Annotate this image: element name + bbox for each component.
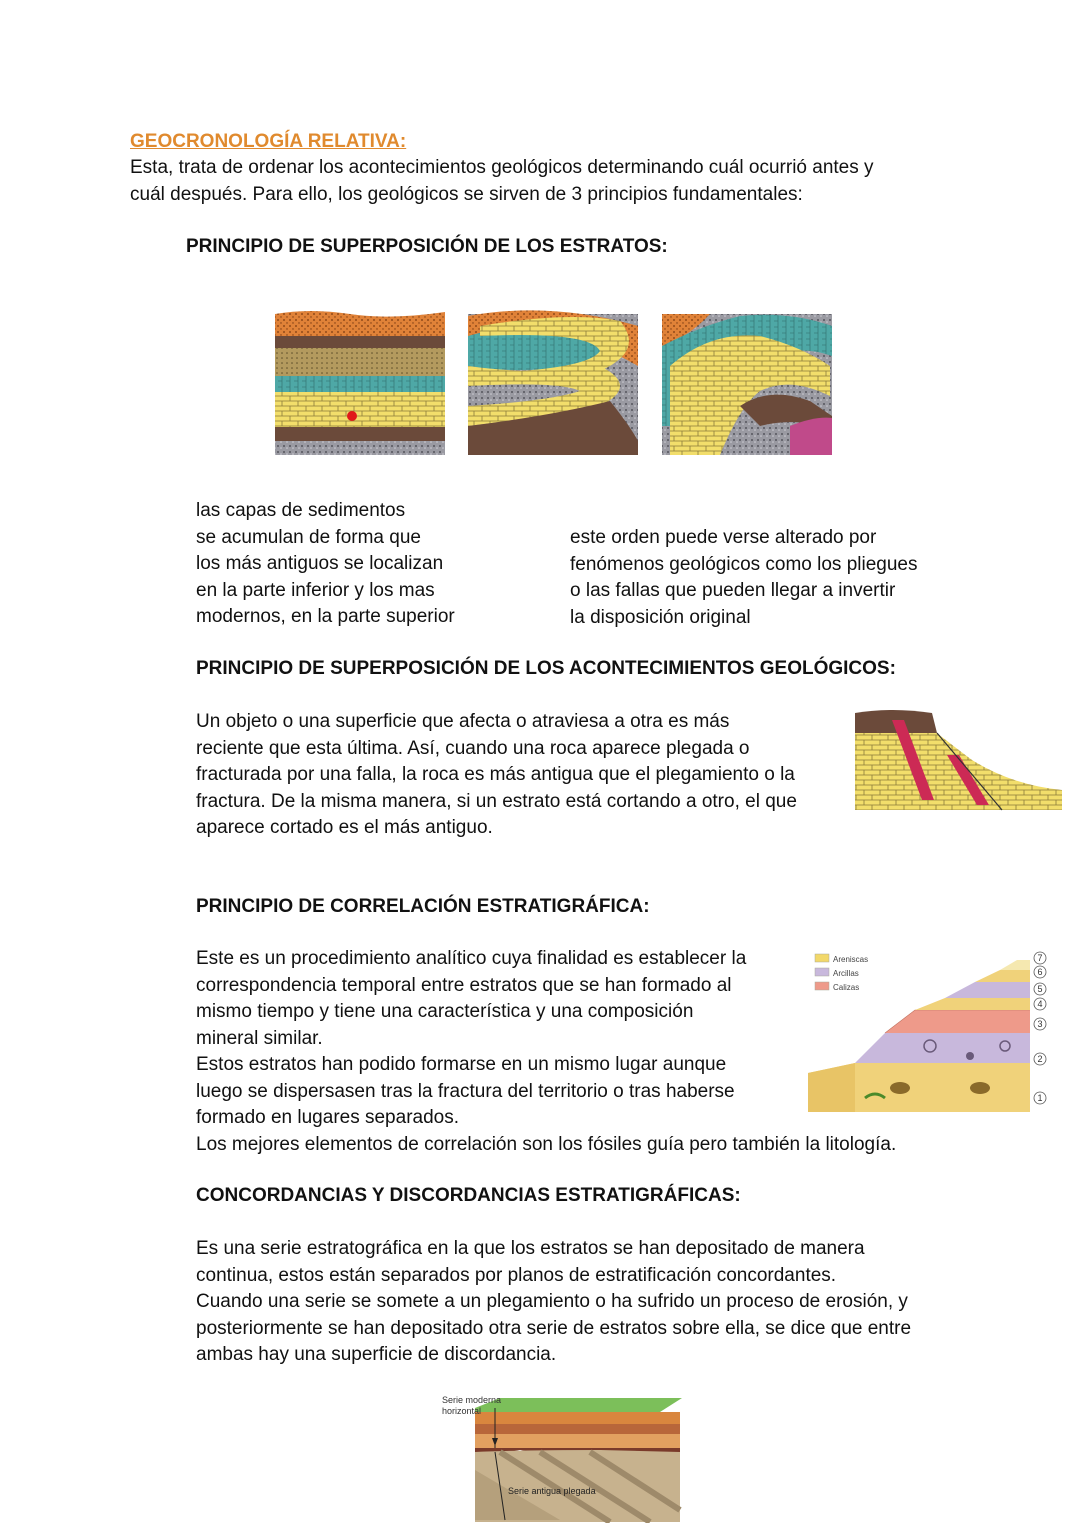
text-line: o las fallas que pueden llegar a invertir bbox=[570, 580, 896, 601]
discordance-figure bbox=[440, 1390, 685, 1523]
strata-panel-fold bbox=[468, 310, 638, 455]
layer-number: 3 bbox=[1037, 1019, 1043, 1029]
heading-correlacion: PRINCIPIO DE CORRELACIÓN ESTRATIGRÁFICA: bbox=[196, 896, 650, 917]
text-line: reciente que esta última. Así, cuando una roca aparece plegada o bbox=[196, 737, 750, 759]
text-line: aparece cortado es el más antiguo. bbox=[196, 817, 493, 838]
correlacion-paragraph bbox=[196, 946, 896, 1158]
legend-label: Areniscas bbox=[833, 955, 869, 964]
strata-panel-horizontal bbox=[275, 311, 445, 455]
layer-number: 6 bbox=[1037, 967, 1043, 977]
text-line: ambas hay una superficie de discordancia. bbox=[196, 1344, 557, 1365]
text-line: Este es un procedimiento analítico cuya finalidad es establecer la bbox=[196, 948, 747, 969]
text-line: Estos estratos han podido formarse en un mismo lugar aunque bbox=[196, 1054, 727, 1075]
text-line: fracturada por una falla, la roca es más antigua que el plegamiento o la bbox=[196, 764, 795, 785]
text-line: mineral similar. bbox=[196, 1027, 323, 1049]
text-line: continua, estos están separados por planos de estratificación concordantes. bbox=[196, 1264, 837, 1286]
legend-label: Arcillas bbox=[833, 969, 859, 978]
strata-panel-fault bbox=[662, 314, 832, 455]
text-line: correspondencia temporal entre estratos que se han formado al bbox=[196, 974, 732, 996]
superposicion-right-text bbox=[570, 525, 918, 631]
legend-label: Calizas bbox=[833, 983, 860, 992]
text-line: fractura. De la misma manera, si un estrato está cortando a otro, el que bbox=[196, 790, 797, 812]
correlation-strata-figure bbox=[805, 948, 1055, 1116]
text-line: luego se dispersasen tras la fractura del territorio o tras haberse bbox=[196, 1080, 735, 1102]
text-line: se acumulan de forma que bbox=[196, 526, 421, 548]
layer-number: 4 bbox=[1037, 999, 1043, 1009]
intro-line: Esta, trata de ordenar los acontecimientos geológicos determinando cuál ocurrió antes y bbox=[130, 157, 874, 178]
text-line: modernos, en la parte superior bbox=[196, 606, 455, 627]
fault-dike-figure bbox=[852, 705, 1064, 813]
strata-folding-figure bbox=[270, 306, 835, 458]
concordancias-paragraph bbox=[196, 1236, 911, 1369]
text-line: posteriormente se han depositado otra serie de estratos sobre ella, se dice que entre bbox=[196, 1317, 912, 1339]
layer-number: 2 bbox=[1037, 1054, 1043, 1064]
layer-number: 5 bbox=[1037, 984, 1043, 994]
intro-paragraph bbox=[130, 155, 874, 208]
heading-concordancias: CONCORDANCIAS Y DISCORDANCIAS ESTRATIGRÁFICAS: bbox=[196, 1185, 741, 1206]
heading-superposicion-estratos: PRINCIPIO DE SUPERPOSICIÓN DE LOS ESTRATOS: bbox=[186, 236, 668, 257]
text-line: formado en lugares separados. bbox=[196, 1107, 459, 1128]
label-serie-antigua: Serie antigua plegada bbox=[508, 1486, 596, 1496]
label-horizontal: horizontal bbox=[442, 1406, 482, 1416]
layer-number: 1 bbox=[1037, 1093, 1043, 1103]
superposicion-left-text bbox=[196, 498, 455, 631]
text-line: en la parte inferior y los mas bbox=[196, 579, 435, 601]
text-line: fenómenos geológicos como los pliegues bbox=[570, 553, 918, 575]
text-line: Los mejores elementos de correlación son los fósiles guía pero también la litología. bbox=[196, 1133, 897, 1155]
heading-superposicion-acontecimientos: PRINCIPIO DE SUPERPOSICIÓN DE LOS ACONTECIMIENTOS GEOLÓGICOS: bbox=[196, 658, 896, 679]
intro-line: cuál después. Para ello, los geológicos se sirven de 3 principios fundamentales: bbox=[130, 183, 803, 205]
text-line: Un objeto o una superficie que afecta o atraviesa a otra es más bbox=[196, 711, 730, 732]
acontecimientos-paragraph bbox=[196, 709, 797, 842]
text-line: la disposición original bbox=[570, 606, 751, 628]
legend-swatch bbox=[815, 982, 829, 990]
text-line: las capas de sedimentos bbox=[196, 500, 406, 521]
text-line: los más antiguos se localizan bbox=[196, 553, 444, 574]
layer-number: 7 bbox=[1037, 953, 1043, 963]
label-serie-moderna: Serie moderna bbox=[442, 1395, 502, 1405]
text-line: este orden puede verse alterado por bbox=[570, 527, 877, 548]
page-title: GEOCRONOLOGÍA RELATIVA: bbox=[130, 131, 407, 152]
legend-swatch bbox=[815, 954, 829, 962]
text-line: mismo tiempo y tiene una característica y una composición bbox=[196, 1001, 694, 1022]
text-line: Cuando una serie se somete a un plegamiento o ha sufrido un proceso de erosión, y bbox=[196, 1291, 908, 1312]
text-line: Es una serie estratográfica en la que los estratos se han depositado de manera bbox=[196, 1238, 865, 1259]
legend-swatch bbox=[815, 968, 829, 976]
